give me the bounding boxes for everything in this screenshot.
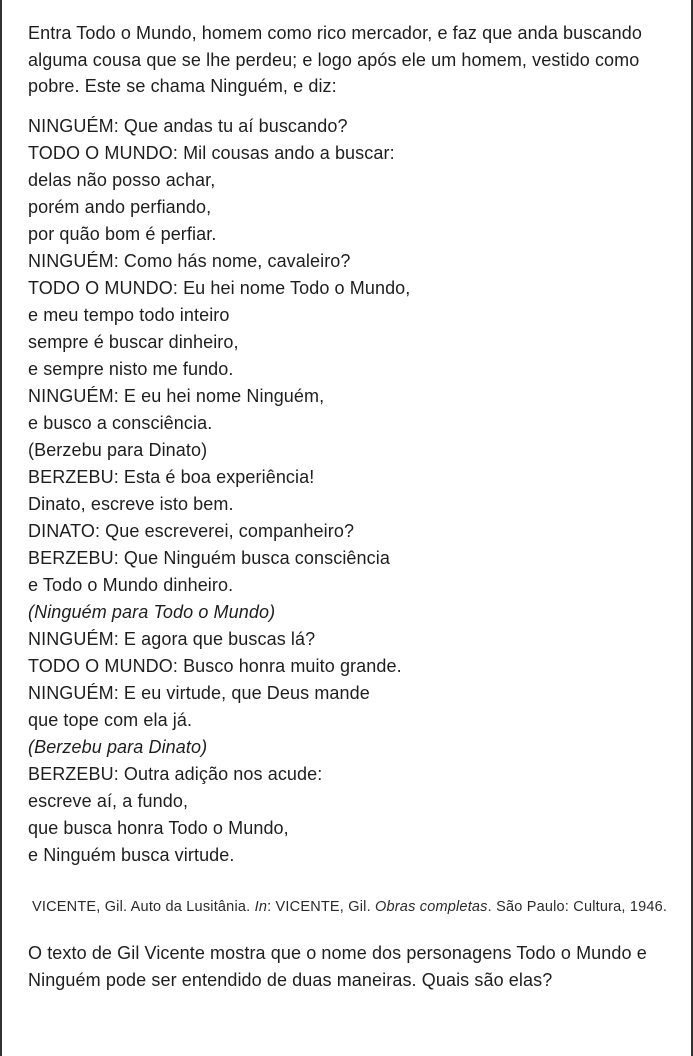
document-body: [28, 20, 668, 994]
citation-part3: . São Paulo: Cultura, 1946.: [487, 898, 668, 915]
dialogue-line: que busca honra Todo o Mundo,: [28, 817, 289, 838]
dialogue-line: NINGUÉM: E eu hei nome Ninguém,: [28, 385, 325, 406]
dialogue-line: TODO O MUNDO: Busco honra muito grande.: [28, 655, 402, 676]
dialogue-line: escreve aí, a fundo,: [28, 790, 189, 811]
dialogue-line: DINATO: Que escreverei, companheiro?: [28, 520, 355, 541]
dialogue-lines: [28, 113, 668, 869]
dialogue-line: NINGUÉM: Como hás nome, cavaleiro?: [28, 250, 351, 271]
citation-part1: VICENTE, Gil. Auto da Lusitânia.: [32, 898, 255, 915]
dialogue-line: (Ninguém para Todo o Mundo): [28, 601, 276, 622]
citation: [32, 895, 668, 920]
dialogue-line: (Berzebu para Dinato): [28, 439, 208, 460]
citation-work: Obras completas: [375, 898, 488, 915]
dialogue-line: TODO O MUNDO: Mil cousas ando a buscar:: [28, 142, 395, 163]
dialogue-line: sempre é buscar dinheiro,: [28, 331, 239, 352]
dialogue-line: por quão bom é perfiar.: [28, 223, 217, 244]
dialogue-line: e sempre nisto me fundo.: [28, 358, 234, 379]
dialogue-line: e busco a consciência.: [28, 412, 213, 433]
dialogue-line: NINGUÉM: Que andas tu aí buscando?: [28, 115, 348, 136]
intro-paragraph: Entra Todo o Mundo, homem como rico mercador, e faz que anda buscando alguma cousa que se lhe perdeu; e logo após ele um homem, vestido como pobre. Este se chama Ninguém, e diz:: [28, 23, 642, 96]
dialogue-line: BERZEBU: Que Ninguém busca consciência: [28, 547, 390, 568]
dialogue-line: e Todo o Mundo dinheiro.: [28, 574, 234, 595]
dialogue-line: BERZEBU: Esta é boa experiência!: [28, 466, 315, 487]
dialogue-line: Dinato, escreve isto bem.: [28, 493, 234, 514]
dialogue-line: e Ninguém busca virtude.: [28, 844, 235, 865]
dialogue-line: NINGUÉM: E agora que buscas lá?: [28, 628, 316, 649]
citation-in: In: [254, 898, 268, 915]
question-paragraph: O texto de Gil Vicente mostra que o nome dos personagens Todo o Mundo e Ninguém pode ser entendido de duas maneiras. Quais são elas?: [28, 942, 647, 990]
dialogue-line: BERZEBU: Outra adição nos acude:: [28, 763, 323, 784]
dialogue-line: que tope com ela já.: [28, 709, 193, 730]
dialogue-line: (Berzebu para Dinato): [28, 736, 208, 757]
dialogue-line: NINGUÉM: E eu virtude, que Deus mande: [28, 682, 370, 703]
dialogue-line: e meu tempo todo inteiro: [28, 304, 230, 325]
dialogue-line: delas não posso achar,: [28, 169, 216, 190]
dialogue-line: TODO O MUNDO: Eu hei nome Todo o Mundo,: [28, 277, 411, 298]
citation-part2: : VICENTE, Gil.: [267, 898, 376, 915]
dialogue-line: porém ando perfiando,: [28, 196, 212, 217]
